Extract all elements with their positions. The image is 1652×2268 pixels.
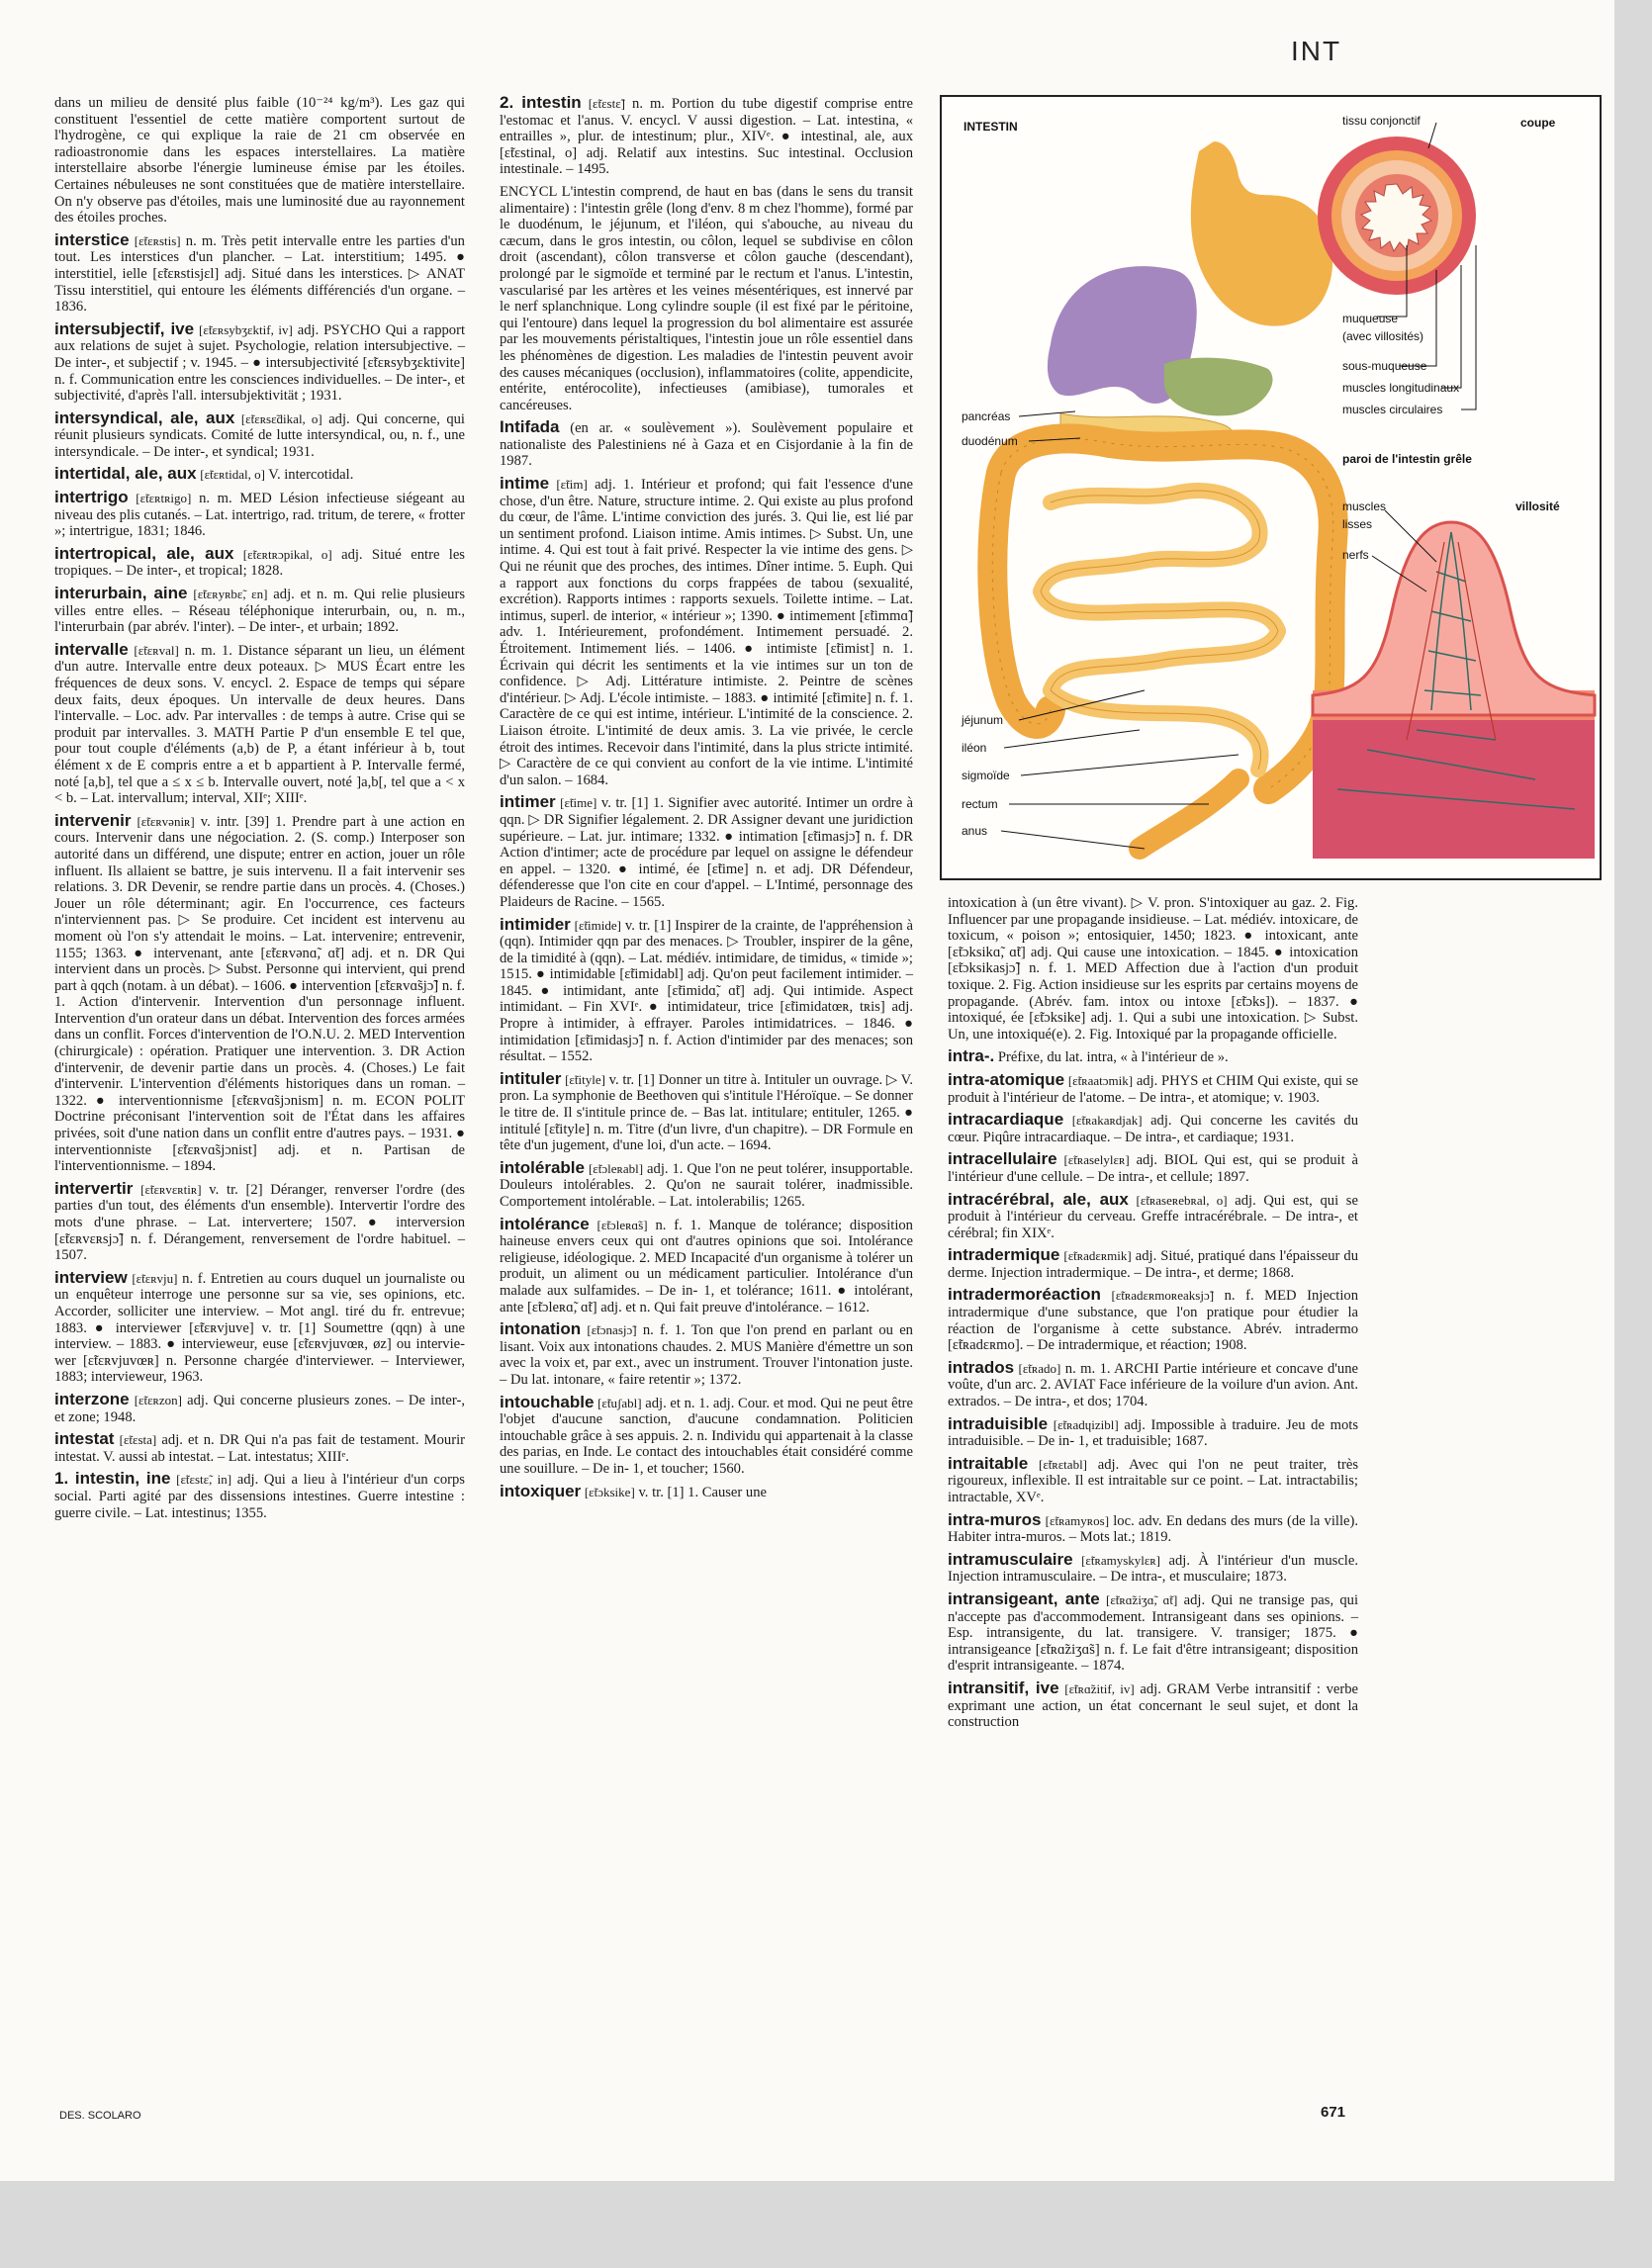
entry-headword: interurbain, aine (54, 584, 188, 603)
dictionary-entry (948, 1509, 1358, 1546)
label-ileon: iléon (962, 741, 987, 755)
entry-pronunciation: [ɛ̃tʀadɥizibl] (1053, 1416, 1119, 1432)
entry-pronunciation: [ɛ̃tɛʀvɛʀtiʀ] (140, 1181, 202, 1197)
dictionary-entry (948, 1048, 1358, 1066)
entry-pronunciation: [ɛ̃tʀaatɔmik] (1067, 1072, 1134, 1088)
entry-pronunciation: [ɛ̃tɛstɛ̃, in] (176, 1472, 232, 1488)
entry-headword: intituler (500, 1068, 562, 1088)
dictionary-entry (500, 1481, 913, 1501)
entry-headword: 1. intestin, ine (54, 1469, 171, 1489)
leader-tissu (1428, 123, 1436, 148)
entry-pronunciation: [ɛ̃tuʃabl] (597, 1395, 642, 1410)
dictionary-entry (54, 229, 465, 316)
entry-headword: intracellulaire (948, 1149, 1057, 1169)
dictionary-entry (500, 1321, 913, 1388)
entry-headword: intertrigo (54, 488, 129, 507)
entry-headword: intime (500, 474, 550, 494)
entry-headword: intracardiaque (948, 1110, 1064, 1130)
entry-headword: intradermique (948, 1245, 1060, 1265)
dictionary-entry (948, 1151, 1358, 1185)
dictionary-entry (54, 586, 465, 636)
entry-definition: adj. Qui est, qui se produit à l'intérieur du cerveau. Greffe intracérébrale. – De intra-, et cérébral; fin XIXᵉ. (948, 1192, 1358, 1241)
entry-headword: intoxiquer (500, 1481, 582, 1500)
entry-headword: intransitif, ive (948, 1678, 1059, 1697)
dictionary-entry (948, 1549, 1358, 1586)
dictionary-entry (948, 1069, 1358, 1106)
entry-pronunciation: [ɛ̃tɛʀtidal, o] (200, 467, 265, 483)
entry-headword: intimer (500, 792, 556, 812)
entry-pronunciation: [ɛ̃tɛʀval] (134, 642, 179, 658)
entry-headword: intra-. (948, 1046, 995, 1066)
dictionary-entry (948, 1680, 1358, 1731)
entry-definition: adj. Avec qui l'on ne peut traiter, très rigoureux, inflexible. Il est intraitable sur ce point. – Lat. intractabilis; intractable, XVᵉ. (948, 1456, 1359, 1505)
entry-definition: v. tr. [1] Donner un titre à. Intituler un ouvrage. ▷ V. pron. La symphonie de Beethoven qui s'intitule l'Héroïque. – Se donner le titre de. Il s'intitule prince de. – Bas lat. intitulare; entituler, 1265. ● intitulé [ɛ̃tityle] n. m. Titre (d'un livre, d'un chapitre). – DR Formule en tête d'un jugement, d'une loi, d'un acte. – 1694. (500, 1071, 913, 1154)
entry-definition: adj. Situé, pratiqué dans l'épaisseur du derme. Injection intradermique. – De intra-, et derme; 1868. (948, 1248, 1358, 1281)
entry-definition: adj. Qui ne transige pas, qui n'accepte pas d'accommodement. Intransigeant dans ses opinions. – Esp. intransigente, du lat. transigere. V. transiger; 1875. ● intransigeance [ɛ̃tʀɑ̃ziʒɑ̃s] n. f. Le fait d'être intransigeant; disposition d'esprit intransigeante. – 1874. (948, 1591, 1358, 1675)
dictionary-entry (948, 1453, 1359, 1506)
entry-headword: intracérébral, ale, aux (948, 1189, 1129, 1209)
entry-pronunciation: [ɛ̃tʀamyʀos] (1045, 1512, 1110, 1528)
entry-definition: n. m. MED Lésion infectieuse siégeant au niveau des plis cutanés. – Lat. intertrigo, rad. tritum, de terere, « frotter »; intertrigue, 1831; 1846. (54, 491, 465, 540)
scan-margin-bottom (0, 2181, 1652, 2268)
entry-pronunciation: [ɛ̃tityle] (565, 1071, 605, 1087)
dictionary-entry (54, 1267, 466, 1386)
label-pancreas: pancréas (962, 409, 1011, 423)
entry-headword: interzone (54, 1389, 130, 1408)
entry-definition: adj. À l'intérieur d'un muscle. Injection intramusculaire. – De intra-, et musculaire; 1873. (948, 1552, 1358, 1586)
entry-headword: 2. intestin (500, 93, 582, 112)
section-label: coupe (1520, 116, 1556, 130)
label-duodenum: duodénum (962, 434, 1018, 448)
entry-pronunciation: [ɛ̃tʀakaʀdjak] (1071, 1113, 1143, 1129)
dictionary-entry (54, 1389, 465, 1425)
entry-definition: adj. BIOL Qui est, qui se produit à l'intérieur d'une cellule. – De intra-, et cellule; 1897. (948, 1152, 1359, 1185)
rectum-shape (1140, 779, 1239, 849)
entry-pronunciation: [ɛ̃tʀɑ̃zitif, iv] (1064, 1680, 1135, 1696)
entry-headword: intolérable (500, 1157, 585, 1177)
entry-headword: intrados (948, 1357, 1015, 1377)
entry-pronunciation: [ɛ̃tim] (556, 477, 588, 493)
dictionary-entry (500, 1157, 914, 1211)
entry-definition: adj. Qui a lieu à l'intérieur d'un corps social. Parti agité par des dissensions intestines. Guerre intestine : guerre civile. – Lat. intestinus; 1355. (54, 1472, 465, 1521)
entry-definition: intoxication à (un être vivant). ▷ V. pron. S'intoxiquer au gaz. 2. Fig. Influencer par une propagande insidieuse. – Lat. médiév. intoxicare, de toxicum, « poison »; entosiquier, 1450; 1823. ● intoxicant, ante [ɛ̃tɔksikɑ̃, ɑ̃t] adj. Qui cause une intoxication. – 1845. ● intoxication [ɛ̃tɔksikasjɔ̃] n. f. 1. MED Affection due à l'action d'un produit toxique. 2. Fig. Action insidieuse sur les esprits par certains moyens de propagande. (Abrév. fam. intox ou intoxe [ɛ̃tɔks]). – 1837. ● intoxiqué, ée [ɛ̃tɔksike] adj. 1. Qui a subi une intoxication. ▷ Subst. Un, une intoxiqué(e). 2. Fig. Intoxiqué par la propagande officielle. (948, 895, 1358, 1043)
entry-pronunciation: [ɛ̃tɛʀvəniʀ] (137, 813, 195, 829)
entry-pronunciation: [ɛ̃tɔnasjɔ̃] (587, 1322, 637, 1338)
entry-pronunciation: [ɛ̃timide] (574, 917, 621, 933)
dictionary-entry (948, 1247, 1358, 1281)
caption-paroi: paroi de l'intestin grêle (1342, 452, 1472, 466)
column-2 (500, 95, 913, 1506)
dictionary-entry (54, 490, 465, 540)
entry-pronunciation: [ɛ̃tɛʀstis] (134, 232, 181, 248)
label-muscles-circulaires: muscles circulaires (1342, 403, 1443, 416)
label-sous-muqueuse: sous-muqueuse (1342, 359, 1427, 373)
entry-pronunciation: [ɛ̃tɛʀtʀigo] (136, 491, 192, 506)
dictionary-entry (948, 1413, 1358, 1450)
entry-headword: intraitable (948, 1453, 1029, 1473)
dictionary-entry (54, 810, 465, 1175)
dictionary-entry (500, 1068, 913, 1154)
entry-definition: n. f. Entretien au cours duquel un journaliste ou un enquêteur interroge une personne sur sa vie, ses opinions, etc. Accorder, solliciter une interview. – Mot angl. tiré du fr. entrevue; 1883. ● interviewer [ɛ̃tɛʀvjuve] v. tr. [1] Soumettre (qqn) à une interview. – 1883. ● intervieweur, euse [ɛ̃tɛʀvjuvœʀ, øz] ou interviewer [ɛ̃tɛʀvjuvœʀ] n. Personne chargée d'interviewer. – Interviewer, 1883; intervieweur, 1963. (54, 1270, 466, 1386)
dictionary-entry (500, 1214, 913, 1316)
entry-headword: intra-atomique (948, 1069, 1065, 1089)
gallbladder-shape (1164, 358, 1272, 416)
entry-headword: intouchable (500, 1392, 595, 1411)
entry-pronunciation: [ɛ̃tʀamyskylɛʀ] (1081, 1552, 1161, 1568)
entry-headword: intervertir (54, 1178, 134, 1198)
entry-definition: loc. adv. En dedans des murs (de la ville). Habiter intra-muros. – Mots lat.; 1819. (948, 1512, 1358, 1546)
dictionary-entry (54, 410, 465, 461)
dictionary-entry (500, 95, 913, 178)
entry-definition: n. m. 1. Distance séparant un lieu, un élément d'un autre. Intervalle entre deux poteaux. ▷ MUS Écart entre les fréquences de deux sons. V. encycl. 2. Espace de temps qui sépare deux faits, deux époques. Un intervalle de deux heures. Dans l'intervalle. – Loc. adv. Par intervalles : de temps à autre. Crise qui se produit par intervalles. 3. MATH Partie P d'un ensemble E tel que, pour tout couple d'éléments (a,b) de P, a étant inférieur à b, tout élément x de E compris entre a et b appartient à P. Intervalle fermé, noté [a,b], tel que a ≤ x ≤ b. Intervalle ouvert, noté ]a,b[, tel que a < x < b. – Lat. intervallum; interval, XIIᵉ; XIIIᵉ. (54, 642, 465, 807)
intestine-illustration (940, 95, 1602, 880)
entry-pronunciation: [ɛ̃tɛʀyʀbɛ̃, ɛn] (193, 587, 268, 602)
dictionary-entry (54, 543, 465, 580)
entry-pronunciation: [ɛ̃tʀadɛʀmoʀeaksjɔ̃] (1111, 1288, 1215, 1304)
leader-lines-left (1001, 411, 1239, 849)
label-villosite: villosité (1515, 499, 1560, 513)
dictionary-entry (948, 1357, 1358, 1410)
entry-definition: v. tr. [1] 1. Signifier avec autorité. Intimer un ordre à qqn. ▷ DR Signifier légalement. 2. DR Assigner devant une juridiction supérieure. – Lat. jur. intimare; 1332. ● intimation [ɛ̃timasjɔ̃] n. f. DR Action d'intimer; acte de procédure par lequel on assigne le défendeur en appel. – 1320. ● intimé, ée [ɛ̃time] n. et adj. DR Défendeur, défenderesse que l'on cite en cour d'appel. – L'Intimé, personnage des Plaideurs de Racine. – 1565. (500, 795, 913, 910)
entry-headword: intraduisible (948, 1413, 1049, 1433)
entry-definition: v. tr. [1] Inspirer de la crainte, de l'appréhension à (qqn). Intimider qqn par des menaces. ▷ Troubler, inspirer de la gêne, de la timidité à (qqn). – Lat. médiév. intimidare, de timidus, « timide »; 1515. ● intimidable [ɛ̃timidabl] adj. Qu'on peut facilement intimider. – 1845. ● intimidant, ante [ɛ̃timidɑ̃, ɑ̃t] adj. Qui intimide. Aspect intimidant. – Fin XVIᵉ. ● intimidateur, trice [ɛ̃timidatœʀ, tʀis] adj. Propre à intimider, à effrayer. Paroles intimidatrices. – 1846. ● intimidation [ɛ̃timidasjɔ̃] n. f. Action d'intimider par des menaces; son résultat. – 1552. (500, 917, 914, 1065)
entry-definition: n. m. 1. ARCHI Partie intérieure et concave d'une voûte, d'un arc. 2. AVIAT Face inférieure de la voilure d'un avion. Ant. extrados. – De intra-, et dos; 1704. (948, 1360, 1358, 1410)
dictionary-entry (54, 466, 465, 484)
entry-headword: interstice (54, 229, 130, 249)
column-3 (948, 895, 1358, 1737)
dictionary-entry (500, 794, 913, 910)
entry-pronunciation: [ɛ̃tɛʀvju] (132, 1270, 178, 1286)
illustration-title: INTESTIN (964, 120, 1018, 134)
entry-headword: intersyndical, ale, aux (54, 408, 235, 427)
label-tissu: tissu conjonctif (1342, 114, 1421, 128)
entry-definition: n. f. MED Injection intradermique d'une substance, que l'on pratique pour étudier la réaction de l'organisme à cette substance. Abrév. intradermo [ɛ̃tʀadɛʀmo]. – De intradermique, et réaction; 1908. (948, 1288, 1358, 1354)
entry-definition: dans un milieu de densité plus faible (10⁻²⁴ kg/m³). Les gaz qui constituent l'essentiel de cette matière comportent surtout de l'hydrogène, ce qui explique la raie de 21 cm observée en radioastronomie dans les espaces interstellaires. La matière interstellaire absorbe l'énergie lumineuse émise par les étoiles. Certaines nébuleuses ne sont constituées que de matière interstellaire. On n'y observe pas d'étoiles, mais une luminosité due au rayonnement des étoiles proches. (54, 95, 465, 227)
dictionary-entry (500, 1392, 913, 1478)
dictionary-entry (54, 1178, 465, 1264)
entry-pronunciation: [ɛ̃time] (560, 795, 597, 811)
intestine-drawing (942, 97, 1600, 878)
entry-definition: n. f. 1. Ton que l'on prend en parlant ou en lisant. Voix aux intonations chaudes. 2. MUS Manière d'émettre un son avec la voix et, par ext., avec un instrument. Trouver l'intonation juste. – Du lat. intonare, « faire retentir »; 1372. (500, 1322, 913, 1388)
entry-definition: adj. PSYCHO Qui a rapport aux relations de sujet à sujet. Psychologie, relation intersubjective. – De inter-, et subjectif ; v. 1945. – ● intersubjectivité [ɛ̃tɛʀsybʒɛktivite] n. f. Communication entre les consciences individuelles. – De inter-, et subjectivité, d'après l'all. intersubjektivität ; 1931. (54, 321, 466, 405)
label-muscles-lisses: muscles (1342, 499, 1387, 513)
footer-credit: DES. SCOLARO (59, 2110, 141, 2122)
entry-definition: v. tr. [2] Déranger, renverser l'ordre (des parties d'un tout, des éléments d'un ensemble). Intervertir l'ordre des mots d'une phrase. – Lat. intervertere; 1507. ● interversion [ɛ̃tɛʀvɛʀsjɔ̃] n. f. Dérangement, renversement de l'ordre habituel. – 1507. (54, 1181, 465, 1264)
dictionary-entry (500, 476, 913, 788)
entry-definition: adj. et n. m. Qui relie plusieurs villes entre elles. – Réseau téléphonique interurbain, ou, n. m., l'interurbain (par abrév. l'inter). – De inter-, et urbain; 1892. (54, 587, 466, 636)
entry-definition: adj. GRAM Verbe intransitif : verbe exprimant une action, un état concernant le seul sujet, et dont la construction (948, 1680, 1359, 1731)
entry-definition: n. m. Portion du tube digestif comprise entre l'estomac et l'anus. V. encycl. V aussi digestion. – Lat. intestina, « entrailles », plur. de intestinum; plur., XIVᵉ. ● intestinal, ale, aux [ɛ̃tɛstinal, o] adj. Relatif aux intestins. Suc intestinal. Occlusion intestinale. – 1495. (500, 96, 913, 178)
entry-headword: intimider (500, 914, 571, 934)
entry-headword: intertidal, ale, aux (54, 464, 197, 484)
dictionary-entry (54, 318, 466, 405)
entry-pronunciation: [ɛ̃tɛsta] (119, 1432, 157, 1448)
dictionary-entry (54, 1431, 465, 1465)
dictionary-entry (500, 914, 914, 1065)
entry-definition: V. intercotidal. (268, 467, 354, 484)
column-1 (54, 95, 465, 1527)
entry-pronunciation: [ɛ̃tʀado] (1018, 1360, 1061, 1376)
running-head: INT (1291, 36, 1342, 66)
dictionary-entry (948, 1112, 1358, 1145)
entry-pronunciation: [ɛ̃tɛʀsybʒɛktif, iv] (199, 321, 293, 337)
entry-headword: intersubjectif, ive (54, 318, 195, 338)
entry-pronunciation: [ɛ̃tʀɑ̃ziʒɑ̃, ɑ̃t] (1106, 1591, 1178, 1607)
entry-headword: intonation (500, 1319, 582, 1339)
entry-pronunciation: [ɛ̃tɛʀzon] (134, 1392, 183, 1407)
dictionary-entry (54, 1471, 465, 1521)
label-muqueuse-detail: (avec villosités) (1342, 329, 1424, 343)
entry-definition: adj. 1. Que l'on ne peut tolérer, insupportable. Douleurs intolérables. 2. Qu'on ne saurait tolérer, inadmissible. Comportement intolérable. – Lat. intolerabilis; 1265. (500, 1160, 914, 1210)
entry-pronunciation: [ɛ̃tʀaseʀebʀal, o] (1136, 1192, 1228, 1208)
entry-definition: adj. Situé entre les tropiques. – De inter-, et tropical; 1828. (54, 546, 465, 580)
label-sigmoide: sigmoïde (962, 769, 1010, 782)
label-muscles-longitudinaux: muscles longitudinaux (1342, 381, 1460, 395)
label-rectum: rectum (962, 797, 998, 811)
small-intestine (1041, 491, 1278, 770)
label-jejunum: jéjunum (962, 713, 1004, 727)
label-anus: anus (962, 824, 988, 838)
entry-definition: adj. PHYS et CHIM Qui existe, qui se produit à l'intérieur de l'atome. – De intra-, et atomique; v. 1903. (948, 1072, 1358, 1106)
entry-pronunciation: [ɛ̃tɔleʀabl] (588, 1160, 644, 1176)
entry-definition: adj. Qui concerne plusieurs zones. – De inter-, et zone; 1948. (54, 1392, 465, 1425)
stomach-shape (1191, 141, 1332, 326)
entry-definition: adj. et n. DR Qui n'a pas fait de testament. Mourir intestat. V. aussi ab intestat. – Lat. intestatus; XIIIᵉ. (54, 1432, 465, 1465)
page-number: 671 (1321, 2104, 1346, 2121)
entry-headword: intradermoréaction (948, 1285, 1101, 1305)
entry-headword: intertropical, ale, aux (54, 543, 234, 563)
entry-headword: interview (54, 1267, 128, 1287)
entry-definition: n. f. 1. Manque de tolérance; disposition haineuse envers ceux qui ont d'autres opinions que soi. Intolérance religieuse, idéologique. 2. MED Incapacité d'un organisme à tolérer un produit, un aliment ou un médicament particulier. Intolérance d'un malade aux sulfamides. – De in- 1, et tolérance; 1611. ● intolérant, ante [ɛ̃tɔleʀɑ̃, ɑ̃t] adj. et n. Qui fait preuve d'intolérance. – 1612. (500, 1217, 913, 1315)
entry-definition: (en ar. « soulèvement »). Soulèvement populaire et nationaliste des Palestiniens né à Gaza et en Cisjordanie à la fin de 1987. (500, 420, 913, 470)
dictionary-entry (54, 95, 465, 227)
entry-headword: intramusculaire (948, 1549, 1073, 1569)
dictionary-entry (948, 1189, 1358, 1242)
entry-definition: n. m. Très petit intervalle entre les parties d'un tout. Les interstices d'un plancher. – Lat. interstitium; 1495. ● interstitiel, ielle [ɛ̃tɛʀstisjɛl] adj. Situé dans les interstices. ▷ ANAT Tissu interstitiel, qui entoure les éléments différenciés d'un organe. – 1836. (54, 232, 465, 316)
entry-definition: adj. et n. 1. adj. Cour. et mod. Qui ne peut être l'objet d'aucune sanction, d'aucune condamnation. Politicien intouchable grâce à ses appuis. 2. n. Individu qui appartenait à la classe des parias, en Inde. Le contact des intouchables était considéré comme une souillure. – De in- 1, et toucher; 1560. (500, 1395, 913, 1477)
entry-pronunciation: [ɛ̃tɔleʀɑ̃s] (597, 1217, 648, 1232)
entry-definition: ENCYCL L'intestin comprend, de haut en bas (dans le sens du transit alimentaire) : l'intestin grêle (long d'env. 8 m chez l'homme), formé par le duodénum, le jéjunum, et l'iléon, qui s'abouche, au niveau du cæcum, dans le gros intestin, ou côlon, lequel se subdivise en côlon droit (ascendant), côlon transverse et côlon gauche (descendant), prolongé par le sigmoïde et terminé par le rectum et l'anus. L'intestin, vascularisé par les artères et les veines mésentériques, est innervé par le nerf splanchnique. Long cylindre souple (il est fixé par le péritoine, qui l'entoure) dans lequel la progression du bol alimentaire est assurée par les mouvements péristaltiques, l'intestin joue un rôle essentiel dans les phénomènes de digestion. Les maladies de l'intestin peuvent avoir des causes mécaniques (occlusion), inflammatoires (colite, appendicite, entérite, entérocolite), infectieuses (amibiase), tumorales et cancéreuses. (500, 183, 913, 413)
dictionary-entry (500, 419, 913, 470)
dictionary-entry (948, 1588, 1358, 1675)
label-muscles-lisses-2: lisses (1342, 517, 1373, 531)
dictionary-entry (948, 1287, 1358, 1353)
entry-pronunciation: [ɛ̃tɛʀtʀɔpikal, o] (242, 546, 332, 562)
entry-pronunciation: [ɛ̃tʀɛtabl] (1038, 1456, 1088, 1472)
label-muqueuse: muqueuse (1342, 312, 1399, 325)
entry-headword: intolérance (500, 1214, 590, 1233)
entry-definition: adj. Qui concerne les cavités du cœur. Piqûre intracardiaque. – De intra-, et cardiaque; 1931. (948, 1113, 1359, 1145)
dictionary-entry (54, 639, 465, 807)
entry-headword: intervenir (54, 810, 132, 830)
entry-pronunciation: [ɛ̃tɛstɛ̃] (588, 96, 626, 111)
villus-base (1313, 710, 1595, 859)
entry-headword: Intifada (500, 417, 560, 437)
dictionary-entry (948, 895, 1358, 1043)
entry-definition: adj. Impossible à traduire. Jeu de mots intraduisible. – De in- 1, et traduisible; 1687. (948, 1416, 1358, 1450)
entry-headword: intestat (54, 1429, 115, 1449)
entry-headword: intransigeant, ante (948, 1588, 1100, 1608)
entry-definition: Préfixe, du lat. intra, « à l'intérieur de ». (997, 1049, 1229, 1066)
entry-pronunciation: [ɛ̃tʀaselylɛʀ] (1063, 1152, 1130, 1168)
entry-headword: intra-muros (948, 1509, 1042, 1529)
entry-definition: adj. 1. Intérieur et profond; qui fait l'essence d'une chose, d'un être. Nature, structure intime. 2. Qui existe au plus profond du cœur, de l'âme. L'intime conviction des jurés. 3. Qui lie, est lié par un sentiment profond. Liaison intime. Amis intimes. ▷ Subst. Un, une intime. 4. Qui est tout à fait privé. Respecter la vie intime des gens. ▷ Qui ne réunit que des proches, des intimes. Dîner intime. 5. Euph. Qui a rapport aux fonctions du corps frappées de tabou (sexualité, excrétion). Rapports intimes : rapports sexuels. Toilette intime. – Lat. intimus, superl. de interior, « intérieur »; 1390. ● intimement [ɛ̃timmɑ̃] adv. 1. Intérieurement, profondément. Intimement persuadé. 2. Étroitement. Intimement liés. – 1406. ● intimiste [ɛ̃timist] n. 1. Écrivain qui décrit les sentiments et la vie intimes sur un ton de confidence. ▷ Adj. Littérature intimiste. 2. Peintre de scènes d'intérieur. ▷ Adj. L'école intimiste. – 1883. ● intimité [ɛ̃timite] n. f. 1. Caractère de ce qui est intime, intérieur. L'intimité de la conscience. 2. Liaison étroite. L'intimité de deux amis. 3. La vie privée, le cercle étroit des intimes. Recevoir dans l'intimité, dans la plus stricte intimité. ▷ Caractère de ce qui convient au confort de la vie intime. L'intimité d'un salon. – 1684. (500, 477, 914, 788)
entry-headword: intervalle (54, 639, 129, 659)
entry-definition: v. intr. [39] 1. Prendre part à une action en cours. Intervenir dans une négociation. 2. (S. comp.) Interposer son autorité dans un différend, une dispute; entrer en action, jouer un rôle influent. Ils allaient se battre, je suis intervenu. Il a fait intervenir ses relations. 3. DR Devenir, se rendre partie dans un procès. 4. (Choses.) Jouer un rôle déterminant; agir. En l'occurrence, ces facteurs n'interviennent pas. ▷ Se produire. Cet incident est intervenu au moment où l'on s'y attendait le moins. – Lat. intervenire; entrevenir, 1155; 1363. ● intervenant, ante [ɛ̃tɛʀvənɑ̃, ɑ̃t] adj. et n. DR Qui intervient dans un procès. ▷ Subst. Personne qui intervient, qui prend part à qqch (notam. à un débat). – 1606. ● intervention [ɛ̃tɛʀvɑ̃sjɔ̃] n. f. 1. Action d'intervenir. Intervention d'un personnage influent. Intervention d'un orateur dans un débat. Intervention des forces armées dans un conflit. Forces d'intervention de l'O.N.U. 2. MED Intervention (chirurgicale) : opération. Pratiquer une intervention. 3. DR Action d'intervenir, de devenir partie dans un procès. 4. (Choses.) Le fait d'intervenir. L'intervention d'éléments historiques dans un roman. – 1322. ● interventionnisme [ɛ̃tɛʀvɑ̃sjɔnism] n. m. ECON POLIT Doctrine préconisant l'intervention soit de l'État dans les affaires privées, soit d'une nation dans un conflit entre d'autres pays. – 1931. ● interventionniste [ɛ̃tɛʀvɑ̃sjɔnist] adj. et n. Partisan de l'interventionnisme. – 1894. (54, 813, 465, 1175)
entry-definition: v. tr. [1] 1. Causer une (638, 1484, 767, 1500)
dictionary-entry (500, 184, 913, 413)
entry-pronunciation: [ɛ̃tɛʀsɛ̃dikal, o] (240, 410, 322, 426)
entry-pronunciation: [ɛ̃tɔksike] (584, 1484, 635, 1499)
label-nerfs: nerfs (1342, 548, 1369, 562)
entry-pronunciation: [ɛ̃tʀadɛʀmik] (1063, 1248, 1132, 1264)
scan-margin-right (1614, 0, 1652, 2268)
entry-definition: adj. Qui concerne, qui réunit plusieurs syndicats. Comité de lutte intersyndical, ou, n. f., une intersyndicale. – De inter-, et syndical; 1931. (54, 410, 465, 460)
